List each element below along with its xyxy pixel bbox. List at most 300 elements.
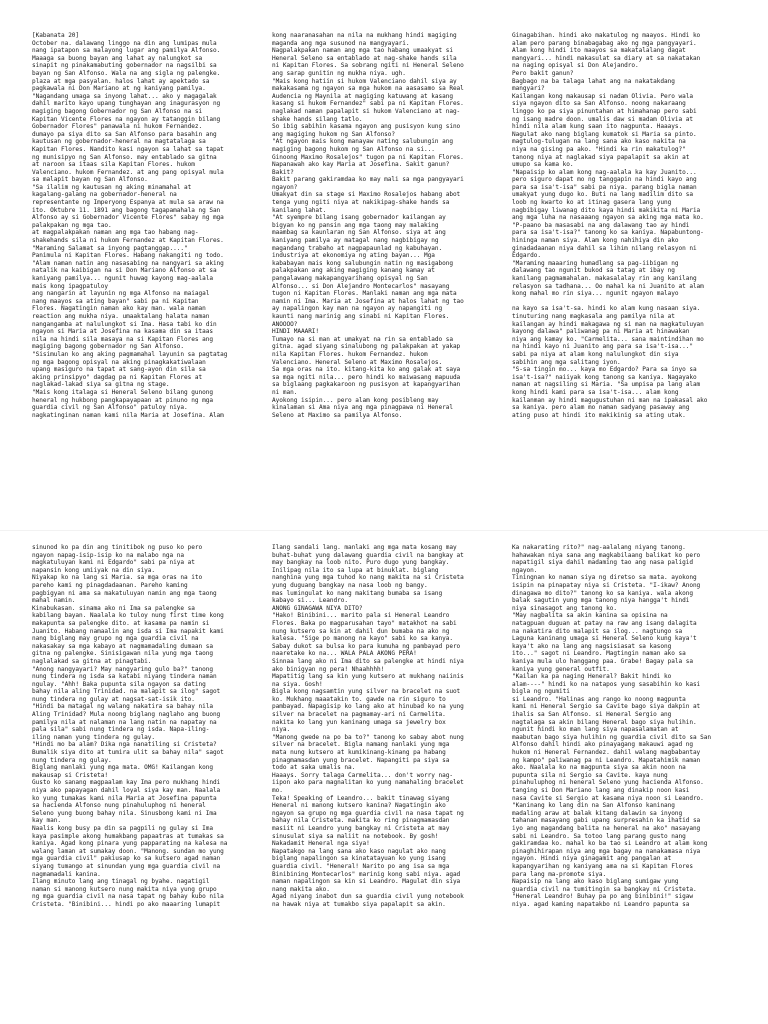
text-line: Ilang sandali lang. manlaki ang mga mata kosang may xyxy=(272,544,457,551)
text-line: ay napalingon kay man na ngayon ay napangiti ng xyxy=(272,305,443,313)
text-line: Alfonso ay si Gobernador Vicente Flores" sabay ng mga xyxy=(32,214,224,222)
text-line: tanong niya at naglakad siya papalapit sa akin at xyxy=(512,153,690,161)
text-line: makapunta sa palengke dito. at kasama pa namin si xyxy=(32,619,210,627)
text-line: mas lumingulat ko nang makitang bumaba sa isang xyxy=(272,589,443,597)
text-line: Seleno yung buong bahay nila. Sinusbong kami ni Ima xyxy=(32,809,217,817)
text-line: ang magiging hukom ng San Alfonso? xyxy=(272,130,396,138)
text-line: Ginoong Maximo Rosalejos" tugon pa ni Kapitan Flores. xyxy=(272,153,464,161)
text-line: Napatakgo na lang sana ako kaso nagulat ako nang xyxy=(272,847,446,855)
text-line: Valenciano. hukom Fernandez. at ang pang opisyal mula xyxy=(32,168,224,176)
text-line: kababayan mais kong salubungin natin ng masigabong xyxy=(272,259,453,267)
text-line: ANOOOO? xyxy=(272,320,298,328)
text-line: nagbibigay liwanag dito kaya hindi makikita ni Maria xyxy=(512,206,701,214)
text-line: ito. Oktubre 11. 1891 ang bagong tagapamahala ng San xyxy=(32,206,221,214)
text-line: Alam kong hindi ito maayos sa makatalalang dagat xyxy=(512,47,686,55)
text-line: sinusulat siya sa maliit na notebook. By gosh! xyxy=(272,832,439,840)
text-line: naman at nagsiling si Maria. "Sa umpisa pa lang alam xyxy=(512,381,701,389)
text-line: "S-sa tingin mo... kaya mo Edgardo? Para sa inyo sa xyxy=(512,366,697,374)
page-divider xyxy=(0,530,768,531)
text-line: kaniya mula ulo hanggang paa. Grabe! Bagay pala sa xyxy=(512,657,693,665)
text-line: Heneral Seleno sa entablado at nag-shake hands sila xyxy=(272,54,457,62)
text-line: kami ni Heneral Sergio sa Cavite bago siya dakpin at xyxy=(512,703,701,711)
text-line: loob ng kwarto ko at itinag gasera lang yung xyxy=(512,199,672,207)
text-line: representante ng Imperyong Espanya at mula sa araw na xyxy=(32,199,224,207)
text-line: pambayad. Napagisip ko lang ako at hinubad ko na yung xyxy=(272,703,464,711)
text-line: gitna. agad siyang sinalubong ng palakpakan at yakap xyxy=(272,343,461,351)
text-line: Bakit parang gakiramdaa ko may mali sa mga pangyayari xyxy=(272,176,464,184)
text-line: hukom ni Heneral Fernandez. dahil walang magbabantay xyxy=(512,749,701,757)
text-line: dalawang tao ngunit bukod sa tatag at ibay ng xyxy=(512,267,675,275)
text-line: ngayon? xyxy=(272,183,298,191)
text-line: "Hindi ba matagal ng walang nakatira sa bahay nila xyxy=(32,703,213,711)
text-line: Maaaga sa buong bayan ang lahat ay nalungkot sa xyxy=(32,54,203,62)
text-line: sa kaniya. pero alam mo naman sadyang pasaway ang xyxy=(512,404,690,412)
text-line: Bumalik siya dito at tumira ulit sa bahay nila" sagot xyxy=(32,749,224,757)
text-line: natalik na kaibigan na si Don Mariano Alfonso at sa xyxy=(32,267,217,275)
text-line: kaya't ako na lang ang nagsisiasat sa kasong xyxy=(512,642,672,650)
text-line: Niyakap ko na lang si Maria. sa mga oras na ito xyxy=(32,574,203,582)
text-line: Juanito. Habang namaalin ang isda si Ima napakit kami xyxy=(32,627,224,635)
text-line: nang makita ako. xyxy=(272,885,330,893)
text-line: hahawakan niya sana ang magkabilaang balikat ko pero xyxy=(512,551,701,559)
text-line: Heneral ni manong kutsero kanina? Nagatingin ako xyxy=(272,802,446,810)
text-line: nanghina yung mga tuhod ko nang makita na si Cristeta xyxy=(272,574,464,582)
text-line: guardia civil. "Heneral! Narito po ang isa sa mga xyxy=(272,862,450,870)
text-line: ating puso at hindi ito makikinig sa ating utak. xyxy=(512,411,686,419)
text-line: Kailangan kong makausap si nadam Olivia. Pero wala xyxy=(512,92,693,100)
text-line: palakpakan ng mga tao. xyxy=(32,221,112,229)
text-line: may bangkay na loob nito. Puro dugo yung bangkay. xyxy=(272,559,450,567)
text-line: kaunti nang marinig ang sinabi ni Kapitan Flores. xyxy=(272,312,450,320)
text-line: kong hindi kami para sa isa't-isa... alam kong xyxy=(512,388,679,396)
text-line: maambag sa kaunlaran ng San Alfonso. siya at ang xyxy=(272,229,446,237)
text-line: maganda ang mga susunod na mangyayari. xyxy=(272,39,410,47)
text-line: alam pero parang binabagabag ako ng mga pangyayari. xyxy=(512,39,697,47)
text-line: ngayon. Hindi niya ginagamit ang pangalan at xyxy=(512,855,672,863)
text-line: iipon ako para magnalitan ko yung namahaling bracelet xyxy=(272,779,464,787)
text-line: nagtalaga sa akin bilang Heneral bago siya hulihin. xyxy=(512,718,697,726)
text-line: para sa isa't-isa?" tanong ko sa kaniya. Napabuntong- xyxy=(512,229,704,237)
text-line: nang ipatapon sa malayong lugar ang pamilya Alfonso. xyxy=(32,47,221,55)
text-line: Nagpalakpakan naman ang mga tao habang umaakyat si xyxy=(272,47,453,55)
text-line: Aling Trinidad? Mula noong biglang naglaho ang buong xyxy=(32,711,221,719)
page-1-column-1 xyxy=(32,32,268,524)
text-line: nila na hindi sila masaya na si Kapitan Flores ang xyxy=(32,335,213,343)
text-line: ngayon napag-isip-isip ko na malabo nga na xyxy=(32,551,184,559)
text-line: kailangan ay hindi makagawa ng si man na magkatuluyan xyxy=(512,320,704,328)
text-line: Umakyat din sa stage si Maximo Rosalejos habang abot xyxy=(272,191,461,199)
text-line: nakasakay sa mga kabayo at nagmamadaling dumaan sa xyxy=(32,642,213,650)
text-line: Sinnaa lang ako ni Ima dito sa palengke at hindi niya xyxy=(272,657,464,665)
text-line: kailanman ay hindi magugustuhan ni man na ipakasal ako xyxy=(512,396,708,404)
text-line: Flores. Baka po magparusahan tayo" matakhot na sabi xyxy=(272,619,457,627)
text-line: tahanan masayang gabi upang surpresahin ka ihatid sa xyxy=(512,817,701,825)
text-line: Mapatitig lang sa kin yung kutsero at mukhang naiinis xyxy=(272,673,464,681)
text-line: nang biglang may grupo ng mga guardia civil na xyxy=(32,635,199,643)
text-line: dahil marito kayo upang tunghayan ang inagurasyon ng xyxy=(32,100,221,108)
text-line: Nagulat ako nang biglang kumatok si Maria sa pinto. xyxy=(512,130,697,138)
text-line: nangangamba at nalulungkot si Ima. Hasa tabi ko din xyxy=(32,320,217,328)
text-line: Bagbago na ba talaga lahat ang na nakatakdang xyxy=(512,77,675,85)
text-line: reaction ang mukha niya. umaaktalang halata naman xyxy=(32,312,210,320)
text-line: ko yung tumakas kami nila Maria at Josefina papunta xyxy=(32,794,217,802)
text-line: heneral ng hukbong pangkapayapaan at pinuno ng mga xyxy=(32,396,213,404)
text-line: "Mais kong hatiin si hukom Valenciano dahil siya ay xyxy=(272,77,457,85)
text-line: todo at saka umalis na. xyxy=(272,764,356,772)
text-line: Seleno at Maximo sa pamilya Alfonso. xyxy=(272,411,403,419)
text-line: Teka! Speaking of Leandro... bakit tinawag siyang xyxy=(272,794,450,802)
text-line: Naalis kong busy pa din sa pagpili ng gulay si Ima xyxy=(32,824,213,832)
text-line: October na. dalawang linggo na din ang lumipas mula xyxy=(32,39,217,47)
text-line: bigyan ko ng pansin ang mga taong may malaking xyxy=(272,221,439,229)
text-line: silver na bracelet na pagmamay-ari ni Carmelita. xyxy=(272,711,446,719)
text-line: hindi nila alam kung saan ito nagpunta. Haaays. xyxy=(512,123,683,131)
text-line: Pero bakit ganun? xyxy=(512,69,574,77)
text-line: Ka nakarating rito?" nag-aalalang niyang tanong. xyxy=(512,544,686,551)
text-line: ngayon. xyxy=(512,566,538,574)
text-line: "Sisimulan ko ang aking pagmamahal layunin sa pagtatag xyxy=(32,350,228,358)
text-line: pinahuluphog ni heneral Seleno yung hacienda Alfonso. xyxy=(512,779,704,787)
text-line: pagbigyan ni ama sa makatuluyan namin ang mga taong xyxy=(32,589,217,597)
text-line: buhat-buhat yung dalawang guardia civil na bangkay at xyxy=(272,551,464,559)
text-line: ng kampo" paliwanag pa ni Leandro. Mapatahimik naman xyxy=(512,756,701,764)
text-line: silver na bracelet. Bigla namang nanlaki yung mga xyxy=(272,741,450,749)
text-line: nang maayos sa ating bayan" sabi pa ni Kapitan xyxy=(32,297,199,305)
text-line: ngulay. "Ahh! Baka pupunta sila ngayon sa dating xyxy=(32,680,206,688)
text-line: natagpuan duguan at patay na raw ang isang dalagita xyxy=(512,619,697,627)
text-line: alam----" hindi ko na natapos yung sasabihin ko kasi xyxy=(512,680,701,688)
text-line: magkatuluyan kami ni Edgardo" sabi pa niya at xyxy=(32,559,195,567)
text-line xyxy=(512,298,748,306)
text-line: mais kong ipagpatuloy xyxy=(32,282,108,290)
text-line: ng munisipyo ng San Alfonso. may entablado sa gitna xyxy=(32,153,217,161)
text-line: "Hindi mo ba alam? Dika nga nanatiling si Cristeta? xyxy=(32,741,217,749)
text-line: bahay nila Cristeta. makita ko ring pinagmamasdan xyxy=(272,817,450,825)
text-line: pamilya nila at nalaman na lang natin na napatay na xyxy=(32,718,217,726)
text-line: pero siguro dapat mo ng tanggapin na hindi kayo ang xyxy=(512,176,697,184)
text-line: guardia civil na tumitingin sa bangkay ni Cristeta. xyxy=(512,885,697,893)
text-line: palakpakan ang aking magiging kanang kamay at xyxy=(272,267,435,275)
text-line: hininga naman siya. Alam kong nahihiya din ako xyxy=(512,237,679,245)
text-line: iling naman yung tindera ng gulay. xyxy=(32,733,156,741)
text-line: "Alam naman natin ang nasasabing na nangyari sa aking xyxy=(32,259,224,267)
text-line: shakehands sila ni hukom Fernandez at Kapitan Flores. xyxy=(32,237,224,245)
text-line: ginadadaanan niya dahil sa lihim nilang relasyon ni xyxy=(512,244,697,252)
text-line: sinapit ng pinakamabuting gobernador na nagsilbi sa xyxy=(32,62,217,70)
text-line: ko. Mukhang maaatakin to. gawde na rin siguro to xyxy=(272,695,446,703)
text-line: Ayokong isipin... pero alam kong posibleng may xyxy=(272,396,439,404)
text-line: siya ngayon dito sa San Alfonso. noong nakaraang xyxy=(512,100,686,108)
text-line: dumayo pa siya dito sa San Alfonso para basahin ang xyxy=(32,130,217,138)
text-line: sa biglaang pagkakaroon ng pusisyon at kapangyarihan xyxy=(272,381,461,389)
text-line: ito..." sagot ni Leandro. Magtingin naman ako sa xyxy=(512,650,686,658)
text-line: Valenciano. Heneral Seleno at Maximo Rosalejos. xyxy=(272,358,443,366)
text-line: naaretake ko na... WALA PALA AKONG PERA! xyxy=(272,650,417,658)
text-line: shake hands silang tatlo. xyxy=(272,115,363,123)
text-line: Napanawah ako kay Maria at Josefina. Sakit ganun? xyxy=(272,161,450,169)
text-line: kong naaranasahan na nila na mukhang hindi magiging xyxy=(272,32,457,39)
text-line: ang nangarin at layunin ng mga Alfonso na maiagal xyxy=(32,290,210,298)
text-line: "Maraming maaaring humadlang sa pag-iibigan ng xyxy=(512,259,679,267)
text-line: ANONG GINAGAWA NIYA DITO? xyxy=(272,604,363,612)
text-line: ngunit hindi ko man lang siya napasalamatan at xyxy=(512,726,679,734)
text-line: na hindi kayo ni Juanito ang para sa isa't-isa..." xyxy=(512,343,693,351)
text-line: ngayon si Maria at Josefina na kasama din sa itaas xyxy=(32,328,213,336)
text-line: ako binigyan ng pera! Nhaahhhh! xyxy=(272,665,385,673)
text-line: nasa Cavite si Sergio at kasama niya noon si Leandro. xyxy=(512,794,704,802)
text-line: [Kabanata 20] xyxy=(32,32,80,39)
text-line: Haaays. Sorry talaga Carmelita... don't worry nag- xyxy=(272,771,453,779)
text-line: sa mga ngiti nila... pero hindi ko maiwasang mapuuda xyxy=(272,373,461,381)
text-line: makakasama ng ngayon sa mga hukom na aasasamo sa Real xyxy=(272,85,464,93)
text-line: pareho kami ng pinagdadaanan. Pareho kaming xyxy=(32,581,188,589)
text-line: magiging bagong gobernador ng San Alfonso. xyxy=(32,343,184,351)
text-line: na kayo sa isa't-sa. hindi ko alam kung nasaan siya. xyxy=(512,305,701,313)
text-line: niya ang kamay ko. "Carmelita... sana maintindihan mo xyxy=(512,335,704,343)
text-line: "Manong gwede na po ba to?" tanong ko sabay abot nung xyxy=(272,733,464,741)
text-line: naglakad-lakad siya sa gitna ng stage. xyxy=(32,381,170,389)
text-line: nung tindera ng isda sa katabi niyang tindera naman xyxy=(32,673,217,681)
text-line: Binibining Montecarlos" marinig kong sabi niya. agad xyxy=(272,870,461,878)
text-line: ngayon sa grupo ng mga guardia civil na nasa tapat ng xyxy=(272,809,464,817)
text-line: para lang ma-promote siya. xyxy=(512,870,607,878)
text-line: sabi ni Leandro. Sa totoo lang parang gusto nang xyxy=(512,832,686,840)
text-line: mo. xyxy=(272,787,283,794)
text-line: kabilang bayan. Naalala ko tuloy nung first time kong xyxy=(32,612,224,620)
text-line: upang masiguro na tapat at sang-ayon din sila sa xyxy=(32,366,206,374)
text-line: namin ni Ima. Maria at Josefina at halos lahat ng tao xyxy=(272,297,464,305)
page-1-column-2 xyxy=(272,32,508,524)
text-line: bahay nila aling Trinidad. na malapit sa ilog" sagot xyxy=(32,688,221,696)
text-line: Napaisip na lang ako kaso biglang sumigaw yung xyxy=(512,878,679,886)
text-line: tanging si Don Mariano lang ang dinakip noon kasi xyxy=(512,787,690,794)
text-line: So ibig sabihin kasama ngayon ang pusisyon kung sino xyxy=(272,123,461,131)
text-line: at naroon sa itaas sila Kapitan Flores. hukom xyxy=(32,161,195,169)
text-line: tugon ni Kapitan Flores. Manlaki naman ang mga mata xyxy=(272,290,457,298)
text-line: magiging bagong Gobernador ng San Alfonso na si xyxy=(32,107,203,115)
text-line: nila Kapitan Flores. hukom Fernandez. hukom xyxy=(272,350,428,358)
text-line: kaniyang pamilya ay matagal nang nagbibigay ng xyxy=(272,237,439,245)
text-line: kong mahal mo rin siya... ngunit ngayon malayo xyxy=(512,290,679,298)
text-line: pinaghihirapan niya ang mga bagay na nanakamasa niya xyxy=(512,847,701,855)
text-line: para sa isa't-isa" sabi pa niya. parang bigla naman xyxy=(512,183,697,191)
text-line: naglakad naman papalapit si hukom Valenciano at nag- xyxy=(272,107,461,115)
text-line: umupo sa kama ko. xyxy=(512,161,574,169)
text-line: kaniya. Agad kong pinara yung papparating na kalesa na xyxy=(32,840,228,848)
text-line: nagkatinginan naman kami nila Maria at Josefina. Alam xyxy=(32,411,224,419)
text-line: HINDI MAAARI! xyxy=(272,328,320,336)
text-line: Cristeta. "Binibini... hindi po ako maaaring lumapit xyxy=(32,900,221,908)
text-line: Ginagabihan. hindi ako makatulog ng maayos. Hindi ko xyxy=(512,32,701,39)
text-line: magtulog-tulugan na lang sana ako kaso nakita na xyxy=(512,138,686,146)
text-line: kinalaman si Ama niya ang mga pinagpawa ni Heneral xyxy=(272,404,453,412)
text-line: Gusto ko sanang magpaalam kay Ima pero mukhang hindi xyxy=(32,779,221,787)
text-line: magandang trabaho at nagpapaunlad ng kabuhayan. xyxy=(272,244,443,252)
text-line: aking prinsipyo" dagdag pa ni Kapitan Flores at xyxy=(32,373,203,381)
text-line: Sabay dukot sa bulsa ko para kumuha ng pambayad pero xyxy=(272,642,461,650)
text-line: kaniyang pamilya... ngunit huwag kayong mag-aalala xyxy=(32,275,213,282)
page-2-column-2 xyxy=(272,544,508,1020)
text-line: kautusan ng gobernador-heneral na magtatalaga sa xyxy=(32,138,206,146)
text-line: pala sila" sabi nung tindera ng isda. Napa-iling- xyxy=(32,726,210,734)
text-line: Bakit? xyxy=(272,168,294,176)
text-line: "Hako! Binibini... marito pala si Heneral Leandro xyxy=(272,612,450,620)
text-line: "P-paano ba masasabi na ang dalawang tao ay hindi xyxy=(512,221,690,229)
text-line: nagmamadali kanina. xyxy=(32,870,101,878)
text-line: at magpalakpakan naman ang mga tao habang nag- xyxy=(32,229,199,237)
text-line: ng mga guardia civil na nasa tapat ng bahay kubo nila xyxy=(32,893,224,901)
text-line: magiging bagong hukom ng San Alfonso na si... xyxy=(272,145,435,153)
text-line: isipin na pinapatay niya si Cristeta. "I-ikaw? Anong xyxy=(512,581,701,589)
text-line: ng mga bagong opisyal na aking pinagkakatiwalaan xyxy=(32,358,206,366)
text-line: "Nagandang umaga sa inyong lahat... ako y magagalak xyxy=(32,92,217,100)
text-line: Biglang manlaki yung mga mata. OMG! Kailangan kong xyxy=(32,764,213,772)
text-line: madaling araw at balak kitang dalawin sa inyong xyxy=(512,809,683,817)
text-line: sa malapit bayan ng San Alfonso. xyxy=(32,176,148,184)
text-line: biglang napalingon sa kinatatayuan ko yung isang xyxy=(272,855,446,863)
text-line: Audencia ng Maynila at magiging katuwang at kasang xyxy=(272,92,453,100)
text-line: "Heneral Leandro! Buhay pa po ang binibini!" sigaw xyxy=(512,893,693,901)
text-line: niya sinasagot ang tanong ko. xyxy=(512,604,617,612)
text-line: sabihin ang mga salitang iyon. xyxy=(512,358,621,366)
text-line: iyo ang magandang balita na heneral na ako" masayang xyxy=(512,824,701,832)
text-line: bayan ng San Alfonso. Wala na ang sigla ng palengke. xyxy=(32,69,221,77)
text-line: ihalis sa San Alfonso. si Heneral Sergio ang xyxy=(512,711,672,719)
text-line: "Kaninang ko lang din na San Alfonso kaninang xyxy=(512,802,675,810)
text-line: Flores. Nagatingin naman ako kay man. wala naman xyxy=(32,305,206,313)
text-line: balak sagutin yung mga tanong niya hangga't hindi xyxy=(512,597,690,605)
text-line: Sa mga oras na ito. kitang-kita ko ang galak at saya xyxy=(272,366,461,374)
text-line: linggo ko pa siya pinuntahan at himahanap pero sabi xyxy=(512,107,697,115)
text-line: Nakadamit Heneral nga siya! xyxy=(272,840,370,848)
text-line: "Kailan ka pa naging Heneral? Bakit hindi ko xyxy=(512,673,672,681)
text-line: mahal namin. xyxy=(32,597,76,605)
text-line: Panimula ni Kapitan Flores. Habang nakangiti ng todo. xyxy=(32,252,224,260)
text-line: niya. agad kaming napatakbo ni Leandro papunta sa xyxy=(512,900,690,908)
text-line: ng isang madre doon. umalis daw si madam Olivia at xyxy=(512,115,693,123)
text-line: kaniya yung general outfit. xyxy=(512,665,610,673)
text-line: "May nagbalita sa akin kanina sa opisina na xyxy=(512,612,668,620)
text-line: nakita ko lang yun kaninang umaga sa jewelry box xyxy=(272,718,446,726)
text-line: mangyari? xyxy=(512,85,545,93)
text-line: bigla ng ngumiti xyxy=(512,688,570,696)
text-line: yung duguang bangkay na nasa loob ng bangy. xyxy=(272,581,428,589)
text-line: makausap si Cristeta! xyxy=(32,771,108,779)
text-line: na naging opisyal si Don Alejandro. xyxy=(512,62,639,70)
text-line: ako. Naalala ko na magpunta siya sa akin noon na xyxy=(512,764,686,772)
text-line: niya. xyxy=(272,726,291,734)
page-2-column-3 xyxy=(512,544,748,1020)
page-1-column-3 xyxy=(512,32,748,524)
text-line: "Napaisip ko alam kong nag-aalala ka kay Juanito... xyxy=(512,168,697,176)
text-line: si Leandro. "Halinas ang rango ko noong magpunta xyxy=(512,695,686,703)
text-line: pangalawang makapangyarihang opisyal ng San xyxy=(272,275,428,282)
text-line: maabutan bago siya hulihin ng guardia civil dito sa San xyxy=(512,733,712,741)
text-line: "Mais kong italaga si Heneral Seleno bilang gunong xyxy=(32,388,213,396)
text-line: Gobernador Flores" panawala ni hukom Fernandez. xyxy=(32,123,203,131)
page-2-column-1 xyxy=(32,544,268,1020)
text-line: "At syempre bilang isang gobernador kailangan ay xyxy=(272,214,446,222)
text-line: tinuturing nang magkasala ang pamilya nila at xyxy=(512,312,675,320)
text-line: gitna ng palengke. Sinisigawan nila yung mga taong xyxy=(32,650,213,658)
text-line: Bigla kong nagsamtin yung silver na bracelet na suot xyxy=(272,688,461,696)
text-line: isa't-isa?" naiiyak kong tanong sa kaniya. Nagayako xyxy=(512,373,697,381)
text-line: naglalakad sa gitna at pinagtabi. xyxy=(32,657,152,665)
text-line: napansin kong umiiyak na din siya. xyxy=(32,566,156,574)
text-line: Kapitan Vicente Flores na ngayon ay tatanggin bilang xyxy=(32,115,221,123)
text-line: naman si manong kutsero nung makita niya yung grupo xyxy=(32,885,217,893)
text-line: "Sa ilalim ng kautusan ng aking minamahal at xyxy=(32,183,192,191)
text-line: Tumayo na si man at umakyat na rin sa entablado sa xyxy=(272,335,453,343)
text-line: masiit ni Leandro yung bangkay ni Cristeta at may xyxy=(272,824,450,832)
text-line: nung kutsero sa kin at dahil dun bumaba na ako ng xyxy=(272,627,450,635)
text-line: na nakatira dito malapit sa ilog... nagtungo sa xyxy=(512,627,683,635)
text-line: kanilang lahat. xyxy=(272,206,327,214)
text-line: kayong dalawa" paliwanag pa ni Maria at hinawakan xyxy=(512,328,690,336)
text-line: ang mga luha na nasaaang ngayon sa aking mga mata ko. xyxy=(512,214,704,222)
text-line: Tiningnan ko naman siya ng diretso sa mata. ayokong xyxy=(512,574,697,582)
text-line: mangyari... hindi makasulat sa diary at sa nakatakan xyxy=(512,54,701,62)
text-line: napatigil siya dahil madaming tao ang nasa paligid xyxy=(512,559,693,567)
text-line: walang laman at sumakay doon. "Manong. sundan mo yung xyxy=(32,847,224,855)
text-line: kay man. xyxy=(32,817,61,825)
text-line: naman napalingon sa kin si Leandro. Magulat din siya xyxy=(272,878,461,886)
text-line: umakyat yung dugo ko. Buti na lang madilim dito sa xyxy=(512,191,693,199)
text-line: gakiramdaa ko. mahal ko ba tao si Leandro at alam kong xyxy=(512,840,708,848)
text-line: "At ngayon mais kong manayaw nating salubungin ang xyxy=(272,138,453,146)
text-line: mata nung kutsero at kumikinang-kinang pa habang xyxy=(272,749,446,757)
text-line: Inilipag nila ito sa lupa at binuklat. biglang xyxy=(272,566,439,574)
text-line: relasyon sa tadhana... Oo mahal ka ni Juanito at alam xyxy=(512,282,704,290)
text-line: pinagmamasdan yung bracelet. Napangiti pa siya sa xyxy=(272,756,450,764)
text-line: kaya pasimple akong humakbang papaatras at tumakas sa xyxy=(32,832,224,840)
text-line: Alfonso... si Don Alejandro Montecarlos" masayang xyxy=(272,282,450,290)
text-line: guardia civil ng San Alfonso" patuloy niya. xyxy=(32,404,188,412)
text-line: "Anong nangyayari? May nangyaring gulo ba?" tanong xyxy=(32,665,213,673)
text-line: kagalang-galang na gobernador-heneral na xyxy=(32,191,177,199)
text-line: Agad niyang inabot dun sa guardia civil yung notebook xyxy=(272,893,464,901)
text-line: sinunod ko pa din ang tinitibok ng puso ko pero xyxy=(32,544,203,551)
text-line: sa hacienda Alfonso nung pinahuluphog ni heneral xyxy=(32,802,206,810)
text-line: Alfonso dahil hindi ako pinayagang makauwi agad ng xyxy=(512,741,693,749)
text-line: kabayo si... Leandro. xyxy=(272,597,348,605)
text-line: kanilang pagmamahalan. makasalalay rin ang kanilang xyxy=(512,275,697,282)
text-line: Edgardo. xyxy=(512,252,541,260)
text-line: Kinabukasan. sinama ako ni Ima sa palengke sa xyxy=(32,604,195,612)
text-line: na hawak niya at tumakbo siya papalapit sa akin. xyxy=(272,900,446,908)
text-line: Laguna kaninang umaga si Heneral Seleno kung kaya't xyxy=(512,635,697,643)
text-line: pupunta sila ni Sergio sa Cavite. kaya nung xyxy=(512,771,668,779)
text-line: ni man. xyxy=(272,388,298,396)
text-line: pagkawala ni Don Mariano at ng kaniyang pamilya. xyxy=(32,85,206,93)
text-line: kalesa. "Sige po manong na kayo" sabi ko sa kanya. xyxy=(272,635,453,643)
text-line: niya ako papayagan dahil loyal siya kay man. Naalala xyxy=(32,787,221,794)
text-line: kasang si hukom Fernandez" sabi pa ni Kapitan Flores. xyxy=(272,100,464,108)
text-line: siyang tumango at sinundan yung mga guardia civil na xyxy=(32,862,221,870)
text-line: nung tindera ng gulay. xyxy=(32,756,112,764)
text-line: ni Kapitan Flores. Sa sobrang ngiti ni Heneral Seleno xyxy=(272,62,464,70)
text-line: nung tindera ng gulay at nagsat-sat-isik ito. xyxy=(32,695,195,703)
text-line: sabi pa niya at alam kong nalulungkot din siya xyxy=(512,350,679,358)
text-line: na siya. Gosh! xyxy=(272,680,323,688)
text-line: dinagawa mo dito?" tanong ko sa kaniya. wala akong xyxy=(512,589,693,597)
text-line: Kapitan Flores. Nandito kasi ngayon sa lahat sa tapat xyxy=(32,145,224,153)
text-line: mga guardia civil" pakiusap ko sa kutsero agad naman xyxy=(32,855,221,863)
text-line: niya na gising pa ako. "Hindi ka rin makatulog?" xyxy=(512,145,686,153)
text-line: tenga yung ngiti niya at nakikipag-shake hands sa xyxy=(272,199,450,207)
text-line: "Maraming Salamat sa inyong pagtanggap...." xyxy=(32,244,188,252)
text-line: industriya at ekonomiya ng ating bayan... Mga xyxy=(272,252,435,260)
